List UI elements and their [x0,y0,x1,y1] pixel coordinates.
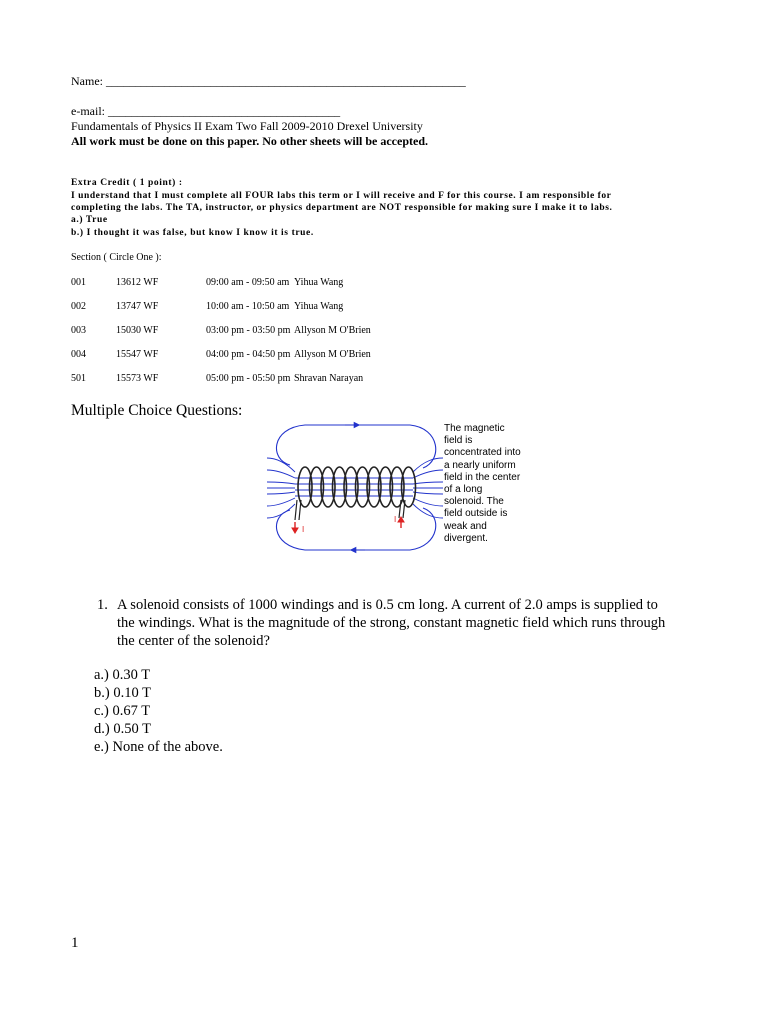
extra-credit-option-b[interactable]: b.) I thought it was false, but know I know it is true. [71,228,314,238]
figure-caption: The magnetic field is concentrated into a nearly uniform field in the center of a long solenoid. The field outside is weak and divergent. [444,423,521,544]
section-time: 10:00 am - 10:50 am [206,301,290,312]
section-crn: 13612 WF [116,277,159,288]
section-number: 004 [71,349,86,360]
choice-d[interactable]: d.) 0.50 T [94,721,151,737]
section-label: Section ( Circle One ): [71,252,162,263]
field-line-bottom-outer [276,508,435,550]
section-row[interactable] [71,373,391,387]
section-number: 501 [71,373,86,384]
section-ta: Yihua Wang [294,301,344,312]
section-row[interactable] [71,349,391,363]
choice-a[interactable]: a.) 0.30 T [94,667,151,683]
choice-c[interactable]: c.) 0.67 T [94,703,151,719]
email-label: e-mail: [71,104,105,118]
section-ta: Allyson M O'Brien [294,325,371,336]
question-number: 1. [97,597,108,613]
field-lines-left [267,458,295,518]
field-line-top-outer [276,425,435,468]
email-line[interactable]: ________________________________________ [107,104,340,118]
section-number: 001 [71,277,86,288]
section-row[interactable] [71,277,391,291]
section-crn: 15573 WF [116,373,159,384]
current-label-left: I [302,525,305,534]
section-time: 03:00 pm - 03:50 pm [206,325,291,336]
section-time: 04:00 pm - 04:50 pm [206,349,291,360]
name-field[interactable] [71,74,466,89]
extra-credit-title: Extra Credit ( 1 point) : [71,178,183,188]
extra-credit-line1: I understand that I must complete all FOUR labs this term or I will receive and F for this course. I am responsible for [71,191,612,201]
section-crn: 15547 WF [116,349,159,360]
section-ta: Yihua Wang [294,277,344,288]
extra-credit-option-a[interactable]: a.) True [71,215,108,225]
email-field[interactable] [71,104,340,119]
instruction-line: All work must be done on this paper. No other sheets will be accepted. [71,134,429,148]
mc-heading: Multiple Choice Questions: [71,402,243,419]
question-line1: A solenoid consists of 1000 windings and is 0.5 cm long. A current of 2.0 amps is supplied to [117,597,658,613]
section-time: 09:00 am - 09:50 am [206,277,290,288]
section-crn: 13747 WF [116,301,159,312]
section-time: 05:00 pm - 05:50 pm [206,373,291,384]
page-number: 1 [71,935,79,951]
solenoid-coil [298,467,416,507]
extra-credit-line2: completing the labs. The TA, instructor, or physics department are NOT responsible for making sure I make it to labs. [71,203,613,213]
current-label-right: I [394,515,397,524]
section-crn: 15030 WF [116,325,159,336]
section-row[interactable] [71,325,391,339]
question-line2: the windings. What is the magnitude of the strong, constant magnetic field which runs through [117,615,666,631]
section-number: 003 [71,325,86,336]
name-label: Name: [71,74,103,88]
question-line3: the center of the solenoid? [117,633,270,649]
section-ta: Allyson M O'Brien [294,349,371,360]
section-row[interactable] [71,301,391,315]
section-ta: Shravan Narayan [294,373,364,384]
field-lines-right [413,458,443,518]
solenoid-figure [265,420,445,555]
section-number: 002 [71,301,86,312]
course-line: Fundamentals of Physics II Exam Two Fall 2009-2010 Drexel University [71,119,423,133]
choice-e[interactable]: e.) None of the above. [94,739,223,755]
current-arrows [292,517,404,533]
choice-b[interactable]: b.) 0.10 T [94,685,151,701]
name-line[interactable]: ______________________________________________________________ [106,74,466,88]
